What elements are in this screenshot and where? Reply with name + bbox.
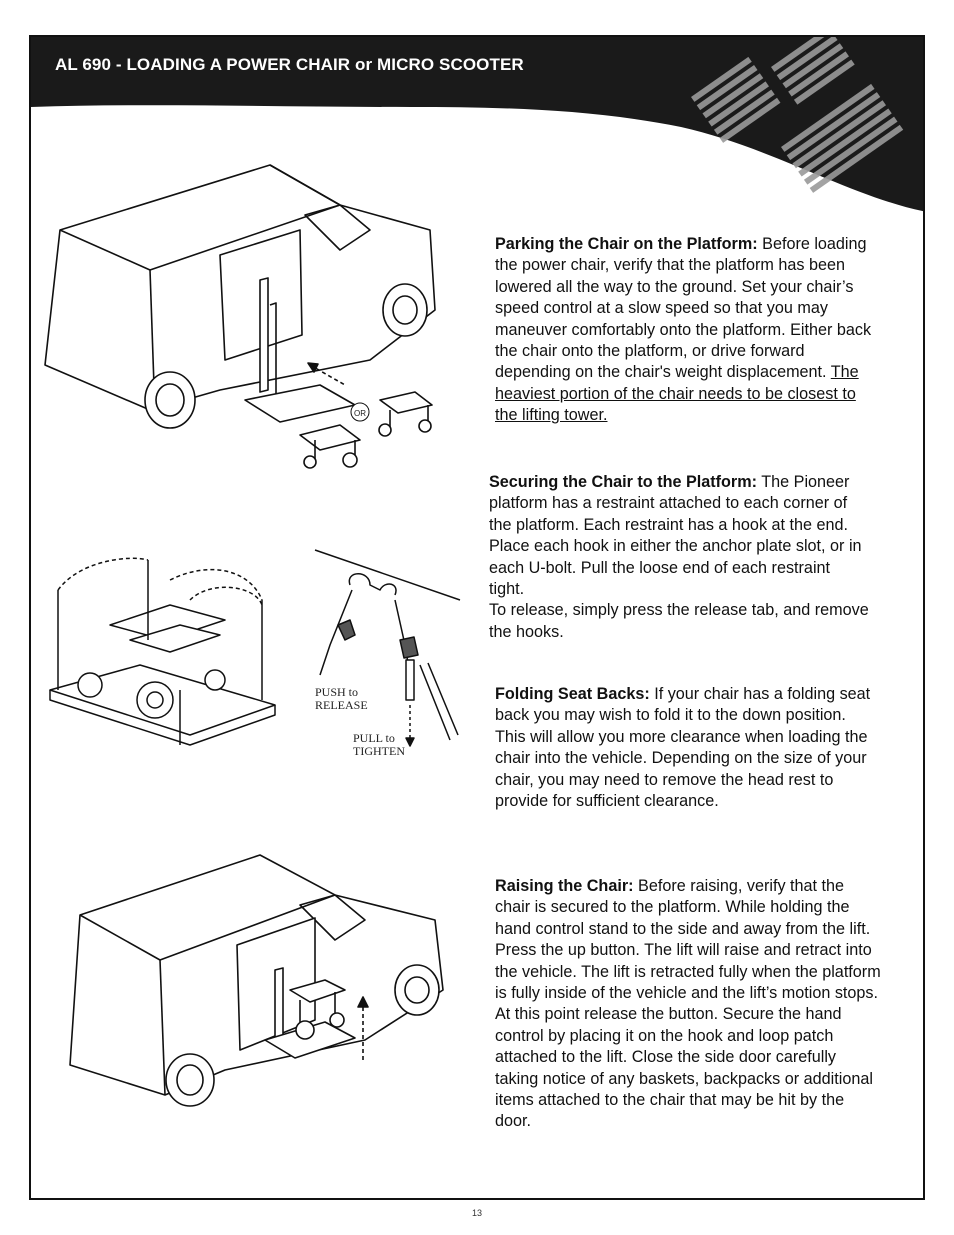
folding-heading: Folding Seat Backs: (495, 685, 650, 703)
van-loading-illustration (40, 160, 440, 475)
parking-section (495, 234, 880, 427)
parking-body: Before loading the power chair, verify that the platform has been lowered all the way to the ground. Set your chair’s speed control at a slow speed so that you may maneuver comfortably onto the platform. Either back the chair onto the platform, or drive forward depending on the chair's weight displacement. (495, 235, 872, 382)
raising-heading: Raising the Chair: (495, 877, 634, 895)
securing-body: The Pioneer platform has a restraint attached to each corner of the platform. Each restraint has a hook at the end. Place each hook in either the anchor plate slot, or in each U-bolt. Pull the loose end of each restraint tight. (489, 473, 862, 599)
van-raising-illustration (65, 850, 450, 1110)
restraint-illustration (40, 540, 290, 755)
raising-body: Before raising, verify that the chair is secured to the platform. While holding the hand control stand to the side and away from the lift. Press the up button. The lift will raise and retract into the vehicle. The lift is retracted fully when the platform is fully inside of the vehicle and the lift’s motion stops. At this point release the button. Secure the hand control by placing it on the hook and loop patch attached to the lift. Close the side door carefully taking notice of any baskets, backpacks or additional items attached to the chair that may be hit by the door. (495, 877, 881, 1131)
strap-illustration (310, 545, 465, 755)
parking-underlined: The heaviest portion of the chair needs to be closest to the lifting tower. (495, 363, 859, 425)
securing-body-release: To release, simply press the release tab, and remove the hooks. (489, 601, 869, 641)
folding-section (495, 684, 880, 812)
parking-heading: Parking the Chair on the Platform: (495, 235, 758, 253)
raising-section (495, 876, 883, 1133)
push-release-label: PUSH to RELEASE (315, 685, 368, 712)
page-number: 13 (471, 1208, 482, 1218)
folding-body: If your chair has a folding seat back you may wish to fold it to the down position. This will allow you more clearance when loading the chair into the vehicle. Depending on the size of your chair, you may need to remove the head rest to provide for sufficient clearance. (495, 685, 871, 811)
securing-section (489, 472, 869, 643)
securing-heading: Securing the Chair to the Platform: (489, 473, 758, 491)
page-title: AL 690 - LOADING A POWER CHAIR or MICRO SCOOTER (55, 55, 524, 74)
pull-tighten-label: PULL to TIGHTEN (353, 731, 405, 758)
or-label: OR (354, 409, 366, 418)
